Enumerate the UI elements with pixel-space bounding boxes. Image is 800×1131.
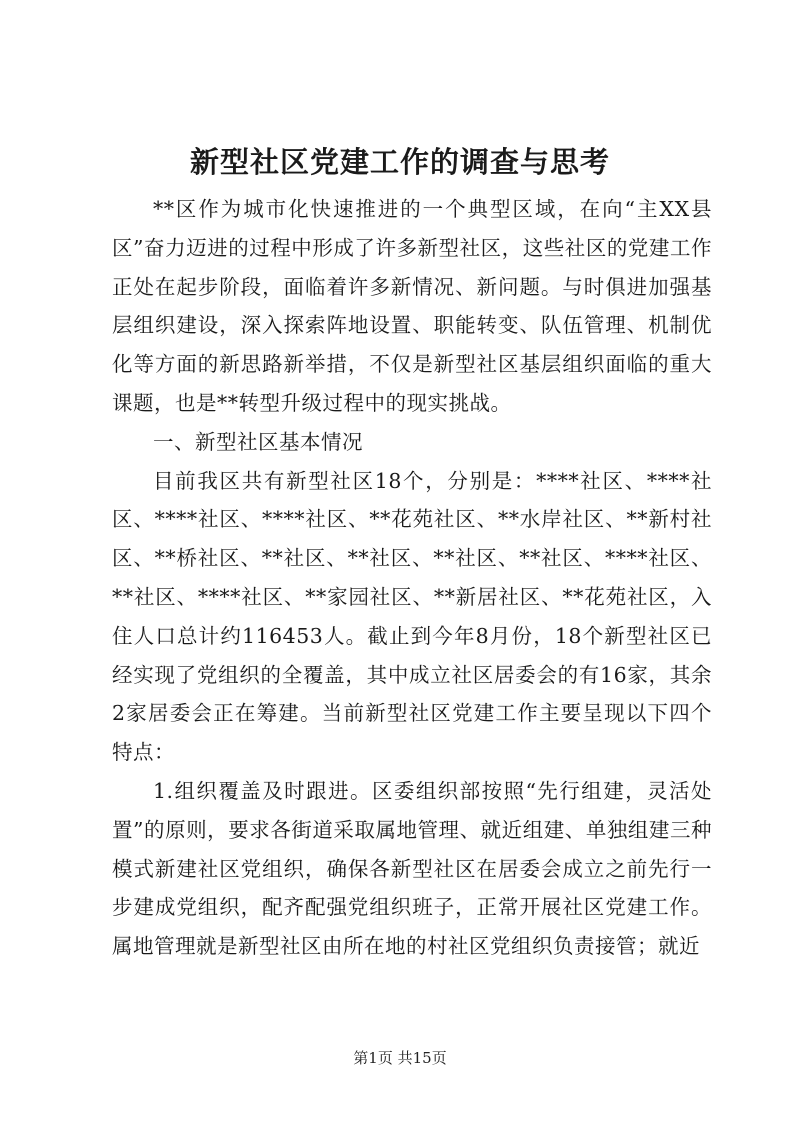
page-number-footer: 第1页 共15页	[353, 1049, 447, 1067]
intro-paragraph: **区作为城市化快速推进的一个典型区域，在向“主XX县区”奋力迈进的过程中形成了许多新型社区，这些社区的党建工作正处在起步阶段，面临着许多新情况、新问题。与时俱进加强基层组织建设，深入探索阵地设置、职能转变、队伍管理、机制优化等方面的新思路新举措，不仅是新型社区基层组织面临的重大课题，也是**转型升级过程中的现实挑战。	[112, 197, 712, 415]
feature-paragraph: 1.组织覆盖及时跟进。区委组织部按照“先行组建，灵活处置”的原则，要求各街道采取属地管理、就近组建、单独组建三种模式新建社区党组织，确保各新型社区在居委会成立之前先行一步建成党组织，配齐配强党组织班子，正常开展社区党建工作。属地管理就是新型社区由所在地的村社区党组织负责接管；就近	[112, 778, 712, 959]
document-body	[112, 190, 712, 966]
community-list-paragraph: 目前我区共有新型社区18个，分别是：****社区、****社区、****社区、****社区、**花苑社区、**水岸社区、**新村社区、**桥社区、**社区、**社区、**社区、**社区、****社区、**社区、****社区、**家园社区、**新居社区、**花苑社区，入住人口总计约116453人。截止到今年8月份，18个新型社区已经实现了党组织的全覆盖，其中成立社区居委会的有16家，其余2家居委会正在筹建。当前新型社区党建工作主要呈现以下四个特点：	[112, 468, 712, 765]
document-title: 新型社区党建工作的调查与思考	[189, 145, 610, 179]
section-heading: 一、新型社区基本情况	[153, 429, 363, 454]
